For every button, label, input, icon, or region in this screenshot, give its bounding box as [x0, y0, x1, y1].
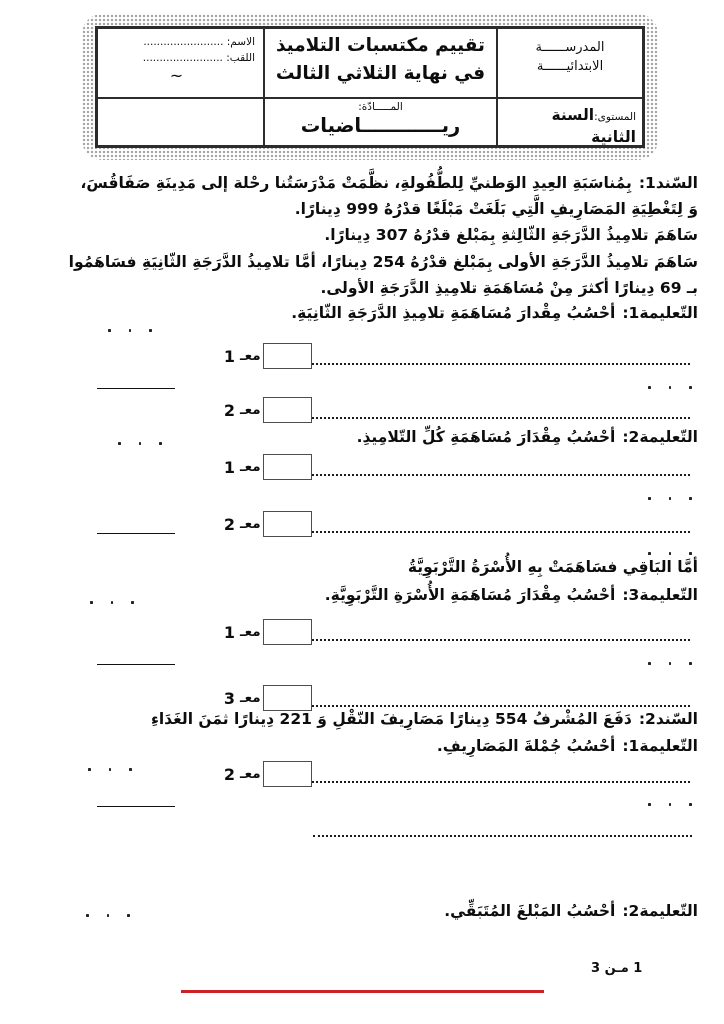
- dotted-answer-line: [312, 781, 690, 783]
- criterion-label: معـ: [240, 516, 261, 532]
- criterion-label: معـ: [240, 459, 261, 475]
- criterion-score-box: [263, 397, 312, 423]
- header-table: [95, 26, 645, 148]
- assessment-title-line1: تقييم مكتسبات التلاميذ: [275, 35, 485, 56]
- dotted-answer-line: [312, 417, 690, 419]
- separator-rule: [97, 533, 175, 534]
- dotted-answer-line: [313, 835, 692, 837]
- criterion-number: 2: [223, 764, 236, 784]
- student-identity-cell: [97, 28, 264, 98]
- instruction1-line: [291, 304, 698, 322]
- answer-row: [0, 760, 690, 788]
- level-prefix: المستوى:: [594, 111, 636, 123]
- school-name-line1: المدرســــــة: [535, 40, 605, 55]
- school-name-cell: [497, 28, 643, 98]
- instruction2-label: التّعليمة2:: [622, 428, 698, 446]
- instruction1-text: أحْسُبُ مِقْدارَ مُسَاهَمَةِ تلامِيذِ الدَّرَجَةِ الثّانِيَةِ.: [291, 304, 616, 322]
- ellipsis-marker: [108, 329, 152, 332]
- answer-row: [0, 684, 690, 712]
- instruction3-line: [325, 586, 698, 604]
- criterion-number: 1: [223, 346, 236, 366]
- surname-label: اللقب:: [226, 52, 255, 64]
- assessment-title-cell: [264, 28, 497, 98]
- criterion-score-box: [263, 454, 312, 480]
- student-surname-field: [98, 50, 255, 66]
- instruction2-text: أحْسُبُ مِقْدَارَ مُسَاهَمَةِ كُلِّ التّلامِيذِ.: [356, 428, 616, 446]
- subject-label: المـــــادّة:: [358, 101, 403, 113]
- separator-rule: [97, 806, 175, 807]
- criterion-label: معـ: [240, 348, 261, 364]
- dotted-answer-line: [312, 363, 690, 365]
- student-name-field: [98, 34, 255, 50]
- footer-rule: [181, 990, 544, 993]
- criterion-number: 1: [223, 457, 236, 477]
- criterion-score-box: [263, 343, 312, 369]
- level-value-line1: السنة: [551, 106, 595, 124]
- sanad2-instruction2-label: التّعليمة2:: [622, 902, 698, 920]
- header-stippled-frame: [82, 14, 658, 160]
- instruction3-label: التّعليمة3:: [622, 586, 698, 604]
- ellipsis-marker: [648, 662, 692, 665]
- sanad1-line1: [81, 174, 698, 192]
- criterion-label: معـ: [240, 690, 261, 706]
- name-dotted-line: ........................: [143, 36, 224, 48]
- criterion-score-box: [263, 619, 312, 645]
- ellipsis-marker: [118, 442, 162, 445]
- answer-row: [0, 453, 690, 481]
- sanad2-instruction1-label: التّعليمة1:: [622, 737, 698, 755]
- separator-rule: [97, 388, 175, 389]
- sanad1-line4: سَاهَمَ تلامِيذُ الدَّرَجَةِ الأولى بِمَبْلغ قدْرُهُ 254 دِينارًا، أمَّا تلامِيذُ الدَّرَجَةِ الثّانِيَةِ فسَاهَمُوا: [68, 253, 698, 271]
- dotted-answer-line: [312, 639, 690, 641]
- sanad2-line: [151, 710, 698, 728]
- criterion-score-box: [263, 511, 312, 537]
- assessment-title-line2: في نهاية الثلاثي الثالث: [275, 63, 486, 84]
- criterion-label: معـ: [240, 402, 261, 418]
- subject-value: ريــــــــــــاضيات: [300, 114, 461, 137]
- name-label: الاسم:: [226, 36, 255, 48]
- criterion-score-box: [263, 761, 312, 787]
- answer-row: [0, 618, 690, 646]
- sanad1-line3: سَاهَمَ تلامِيذُ الدَّرَجَةِ الثّالِثةِ بِمَبْلغ قدْرُهُ 307 دِينارًا.: [324, 226, 698, 244]
- answer-row: [0, 396, 690, 424]
- sanad1-label: السّند1:: [638, 174, 698, 192]
- criterion-score-box: [263, 685, 312, 711]
- ellipsis-marker: [648, 552, 692, 555]
- header-empty-cell: [97, 98, 264, 146]
- sanad2-label: السّند2:: [638, 710, 698, 728]
- ellipsis-marker: [648, 803, 692, 806]
- surname-dotted-line: ........................: [142, 52, 223, 64]
- dotted-answer-line: [312, 705, 690, 707]
- sanad2-instruction1-text: أحْسُبُ جُمْلةَ المَصَارِيفِ.: [436, 737, 616, 755]
- criterion-number: 2: [223, 400, 236, 420]
- instruction1-label: التّعليمة1:: [622, 304, 698, 322]
- criterion-number: 3: [223, 688, 236, 708]
- criterion-label: معـ: [240, 766, 261, 782]
- dotted-answer-line: [312, 531, 690, 533]
- tilde-mark: ~: [169, 66, 184, 85]
- instruction2-line: [357, 428, 698, 446]
- ellipsis-marker: [648, 386, 692, 389]
- sanad2-instruction2-line: [444, 902, 698, 920]
- instruction3-text: أحْسُبُ مِقْدَارَ مُسَاهَمَةِ الأُسْرَةِ التَّرْبَوِيَّةِ.: [324, 586, 616, 604]
- sanad1-line2: وَ لِتَغْطِيَةِ المَصَارِيفِ الَّتِي بَلَغَتْ مَبْلَغًا قدْرُهُ 999 دِينارًا.: [294, 200, 698, 218]
- level-value-line2: الثانية: [591, 128, 636, 146]
- level-cell: [497, 98, 643, 146]
- school-name-line2: الابتدائيــــــة: [536, 59, 604, 74]
- sanad2-instruction2-text: أحْسُبُ المَبْلغَ المُتَبَقِّي.: [444, 902, 616, 920]
- sanad1-line1-text: بِمُناسَبَةِ العِيدِ الوَطنيِّ لِلطُّفُولةِ، نظَّمَتْ مَدْرَسَتُنا رحْلة إلى مَدِينَةِ صَفَاقُسَ،: [80, 174, 632, 192]
- criterion-number: 2: [223, 514, 236, 534]
- criterion-number: 1: [223, 622, 236, 642]
- subject-cell: [264, 98, 497, 146]
- sanad1-line5: بـ 69 دِينارًا أكثرَ مِنْ مُسَاهَمَةِ تلامِيذِ الدَّرَجَةِ الأولى.: [320, 279, 698, 297]
- separator-rule: [97, 664, 175, 665]
- dotted-answer-line: [312, 474, 690, 476]
- page-indicator: 1 مـن 3: [591, 961, 643, 976]
- ellipsis-marker: [86, 914, 130, 917]
- answer-row: [0, 342, 690, 370]
- sanad2-text: دَفَعَ المُشْرفُ 554 دِينارًا مَصَارِيفَ النّقْلِ وَ 221 دِينارًا ثمَنَ الغَدَاءِ: [150, 710, 632, 728]
- criterion-label: معـ: [240, 624, 261, 640]
- ellipsis-marker: [648, 497, 692, 500]
- sanad2-instruction1-line: [437, 737, 698, 755]
- family-note-line: أمَّا البَاقِي فسَاهَمَتْ بِهِ الأُسْرَةُ التَّرْبَوِيَّةُ: [407, 558, 698, 576]
- ellipsis-marker: [90, 601, 134, 604]
